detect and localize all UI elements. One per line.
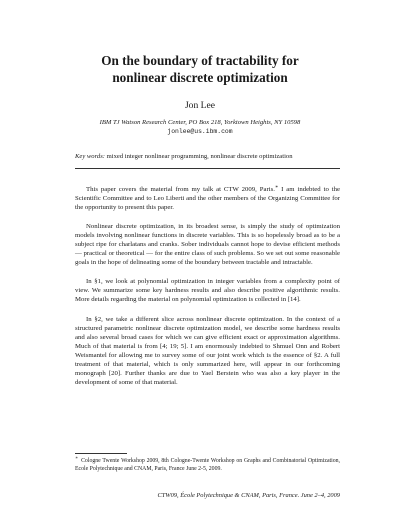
header-rule (75, 168, 340, 169)
page-footer: CTW09, École Polytechnique & CNAM, Paris, France. June 2–4, 2009 (157, 492, 340, 499)
author-email: jonlee@us.ibm.com (167, 128, 233, 135)
paragraph-4: In §2, we take a different slice across nonlinear discrete optimization. In the context of a structured parametric nonlinear discrete optimization model, we describe some hardness results and also several broad cases for which we can give efficient exact or approximation algorithms. Much of that material is from [4; 19; 5]. I am enormously indebted to Shmuel Onn and Robert Weismantel for allowing me to survey some of our joint work which is the essence of §2. A full treatment of that material, which is only summarized here, will appear in our forthcoming monograph [20]. Further thanks are due to Yael Berstein who was also a key player in the development of some of that material. (75, 315, 340, 386)
title-line-2: nonlinear discrete optimization (112, 70, 288, 85)
footnote-text: Cologne Twente Workshop 2009, 8th Cologne-Twente Workshop on Graphs and Combinatorial Optimization, Ecole Polytechnique and CNAM, Paris, France June 2-5, 2009. (75, 458, 340, 472)
paragraph-3: In §1, we look at polynomial optimization in integer variables from a complexity point of view. We summarize some key hardness results and also describe positive algorithmic results. More details regarding the material on polynomial optimization is collected in [14]. (75, 278, 340, 304)
footnote-rule (75, 453, 127, 454)
footnote-mark: ∗ (75, 455, 79, 461)
keywords (75, 152, 340, 161)
paragraph-1 (75, 185, 340, 212)
author-name: Jon Lee (184, 100, 216, 111)
paragraph-2: Nonlinear discrete optimization, in its broadest sense, is simply the study of optimization models involving nonlinear functions in discrete variables. This is so hopelessly broad as to be a subject ripe for charlatans and cranks. Sober individuals cannot hope to devise efficient methods — practical or theoretical — for the entire class of such problems. So we set out some reasonable goals in the hope of delineating some of the boundary between tractable and intractable. (75, 223, 340, 267)
paper-title (40, 52, 360, 86)
body-text (75, 185, 340, 397)
keywords-label: Key words: (75, 153, 105, 160)
paragraph-1-end: I am indebted to the Scientific Committee and to Leo Liberti and the other members of the Organizing Committee for the opportunity to present this paper. (75, 186, 340, 212)
keywords-text: mixed integer nonlinear programming, nonlinear discrete optimization (106, 153, 293, 160)
footnote (75, 457, 340, 473)
footnote-mark-inline: ∗ (274, 184, 279, 190)
title-line-1: On the boundary of tractability for (101, 53, 299, 68)
author-affiliation: IBM TJ Watson Research Center, PO Box 218, Yorktown Heights, NY 10598 (99, 119, 301, 126)
paragraph-1-start: This paper covers the material from my talk at CTW 2009, Paris. (86, 186, 275, 193)
